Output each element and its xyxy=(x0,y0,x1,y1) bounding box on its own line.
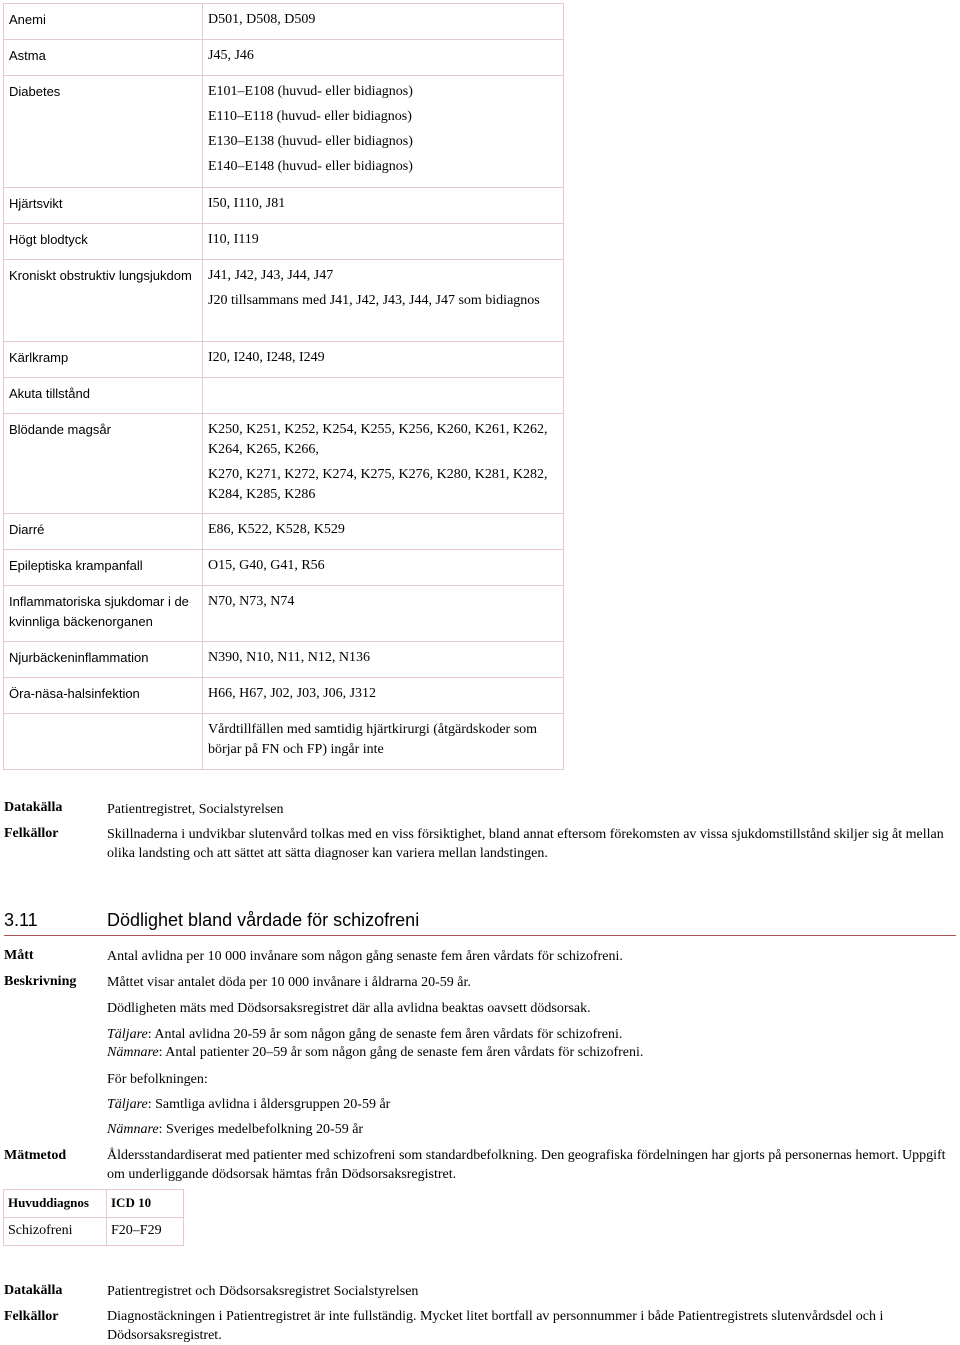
felkallor2-text: Diagnostäckningen i Patientregistret är inte fullständig. Mycket litet bortfall av personnummer i både Patientregistrets slutenvårdsdel och i Dödsorsaksregistret. xyxy=(107,1309,884,1343)
condition-name: Blödande magsår xyxy=(4,414,203,514)
icd-code-line: I50, I110, J81 xyxy=(208,196,286,211)
datakalla2-text: Patientregistret och Dödsorsaksregistret Socialstyrelsen xyxy=(107,1284,419,1299)
code-table-row xyxy=(4,414,564,514)
condition-name: Öra-näsa-halsinfektion xyxy=(4,678,203,714)
condition-name: Njurbäckeninflammation xyxy=(4,642,203,678)
code-table-row xyxy=(4,342,564,378)
icd-codes-cell xyxy=(203,414,564,514)
icd-code-line: E86, K522, K528, K529 xyxy=(208,522,345,537)
condition-name: Inflammatoriska sjukdomar i de kvinnliga bäckenorganen xyxy=(4,586,203,642)
condition-name: Anemi xyxy=(4,4,203,40)
icd-codes-cell xyxy=(203,342,564,378)
code-table-row xyxy=(4,642,564,678)
matmetod-text: Åldersstandardiserat med patienter med schizofreni som standardbefolkning. Den geografiska fördelningen har gjorts på personernas hemort. Uppgift om underliggande dödsorsak hämtas från Dödsorsaksregistret. xyxy=(107,1148,946,1182)
icd-code-line: N390, N10, N11, N12, N136 xyxy=(208,650,371,665)
taljare2-text: : Samtliga avlidna i åldersgruppen 20-59 år xyxy=(147,1097,391,1112)
icd-code-line: E101–E108 (huvud- eller bidiagnos) xyxy=(208,84,413,99)
code-table-row xyxy=(4,714,564,770)
icd-code-line: E140–E148 (huvud- eller bidiagnos) xyxy=(208,159,413,174)
icd-codes-cell xyxy=(203,514,564,550)
icd-code-line: K270, K271, K272, K274, K275, K276, K280, K281, K282, K284, K285, K286 xyxy=(208,467,548,502)
condition-name: Astma xyxy=(4,40,203,76)
icd-code-line: O15, G40, G41, R56 xyxy=(208,558,325,573)
icd-code-line: E130–E138 (huvud- eller bidiagnos) xyxy=(208,134,413,149)
code-table-row xyxy=(4,378,564,414)
icd-code-line: I10, I119 xyxy=(208,232,259,247)
section-title: Dödlighet bland vårdade för schizofreni xyxy=(107,910,420,930)
namnare-line xyxy=(107,1043,947,1062)
namnare2-line xyxy=(107,1120,947,1139)
felkallor-text: Skillnaderna i undvikbar slutenvård tolkas med en viss försiktighet, bland annat eftersom förekomsten av vissa sjukdomstillstånd skiljer sig åt mellan olika landsting och att sättet att sätta diagnoser kan variera mellan landstingen. xyxy=(107,827,944,861)
taljare-line xyxy=(107,1025,947,1044)
condition-name: Högt blodtyck xyxy=(4,224,203,260)
icd-cell-code: F20–F29 xyxy=(107,1218,184,1246)
code-table-row xyxy=(4,76,564,188)
icd-codes-cell xyxy=(203,550,564,586)
section-heading xyxy=(4,909,956,936)
icd-code-line: N70, N73, N74 xyxy=(208,594,295,609)
condition-name: Diarré xyxy=(4,514,203,550)
icd-code-line: K250, K251, K252, K254, K255, K256, K260, K261, K262, K264, K265, K266, xyxy=(208,422,548,457)
taljare-text: : Antal avlidna 20-59 år som någon gång de senaste fem åren vårdats för schizofreni. xyxy=(147,1027,623,1042)
code-table-row xyxy=(4,4,564,40)
matmetod-label: Mätmetod xyxy=(4,1148,67,1163)
namnare2-label: Nämnare xyxy=(107,1122,159,1137)
matt-text: Antal avlidna per 10 000 invånare som någon gång senaste fem åren vårdats för schizofreni. xyxy=(107,949,623,964)
icd-codes-cell xyxy=(203,40,564,76)
condition-name: Akuta tillstånd xyxy=(4,378,203,414)
condition-name: Kroniskt obstruktiv lungsjukdom xyxy=(4,260,203,342)
icd-code-line: H66, H67, J02, J03, J06, J312 xyxy=(208,686,377,701)
felkallor2-label: Felkällor xyxy=(4,1309,59,1324)
beskrivning-p2: Dödligheten mäts med Dödsorsaksregistret där alla avlidna beaktas oavsett dödsorsak. xyxy=(107,1001,591,1016)
icd-codes-cell xyxy=(203,224,564,260)
namnare-label: Nämnare xyxy=(107,1045,159,1060)
code-table-row xyxy=(4,224,564,260)
datakalla-label: Datakälla xyxy=(4,800,63,815)
namnare2-text: : Sveriges medelbefolkning 20-59 år xyxy=(158,1122,364,1137)
beskrivning-label: Beskrivning xyxy=(4,974,77,989)
icd-header-diagnos: Huvuddiagnos xyxy=(4,1190,107,1218)
taljare-label: Täljare xyxy=(107,1027,148,1042)
section-number: 3.11 xyxy=(4,910,38,930)
taljare2-line xyxy=(107,1095,947,1114)
icd-codes-cell xyxy=(203,714,564,770)
icd-codes-cell xyxy=(203,188,564,224)
code-table-row xyxy=(4,550,564,586)
code-table-row xyxy=(4,678,564,714)
icd-codes-cell xyxy=(203,678,564,714)
icd-code-line: Vårdtillfällen med samtidig hjärtkirurgi (åtgärdskoder som börjar på FN och FP) ingår inte xyxy=(208,722,538,757)
datakalla-text: Patientregistret, Socialstyrelsen xyxy=(107,802,284,817)
namnare-text: : Antal patienter 20–59 år som någon gång de senaste fem åren vårdats för schizofreni. xyxy=(158,1045,644,1060)
condition-name: Epileptiska krampanfall xyxy=(4,550,203,586)
icd-code-line: J41, J42, J43, J44, J47 xyxy=(208,268,334,283)
icd-code-line: J45, J46 xyxy=(208,48,254,63)
code-table-row xyxy=(4,188,564,224)
condition-name: Diabetes xyxy=(4,76,203,188)
code-table-row xyxy=(4,586,564,642)
matt-label: Mått xyxy=(4,948,34,963)
felkallor-label: Felkällor xyxy=(4,826,59,841)
taljare2-label: Täljare xyxy=(107,1097,148,1112)
icd-codes-cell xyxy=(203,642,564,678)
icd-codes-cell xyxy=(203,378,564,414)
icd-code-line: J20 tillsammans med J41, J42, J43, J44, J47 som bidiagnos xyxy=(208,293,540,308)
icd-table xyxy=(3,1189,184,1246)
icd-code-line: I20, I240, I248, I249 xyxy=(208,350,325,365)
icd-code-line: D501, D508, D509 xyxy=(208,12,316,27)
code-table-row xyxy=(4,260,564,342)
code-table-row xyxy=(4,514,564,550)
icd-codes-cell xyxy=(203,76,564,188)
icd-cell-diagnos: Schizofreni xyxy=(4,1218,107,1246)
icd-codes-cell xyxy=(203,586,564,642)
diagnosis-codes-table xyxy=(3,3,564,770)
condition-name: Hjärtsvikt xyxy=(4,188,203,224)
icd-codes-cell xyxy=(203,260,564,342)
beskrivning-p1: Måttet visar antalet döda per 10 000 invånare i åldrarna 20-59 år. xyxy=(107,975,471,990)
icd-header-code: ICD 10 xyxy=(107,1190,184,1218)
datakalla2-label: Datakälla xyxy=(4,1283,63,1298)
code-table-row xyxy=(4,40,564,76)
icd-code-line: E110–E118 (huvud- eller bidiagnos) xyxy=(208,109,412,124)
condition-name: Kärlkramp xyxy=(4,342,203,378)
condition-name xyxy=(4,714,203,770)
icd-codes-cell xyxy=(203,4,564,40)
befolkning-text: För befolkningen: xyxy=(107,1072,208,1087)
